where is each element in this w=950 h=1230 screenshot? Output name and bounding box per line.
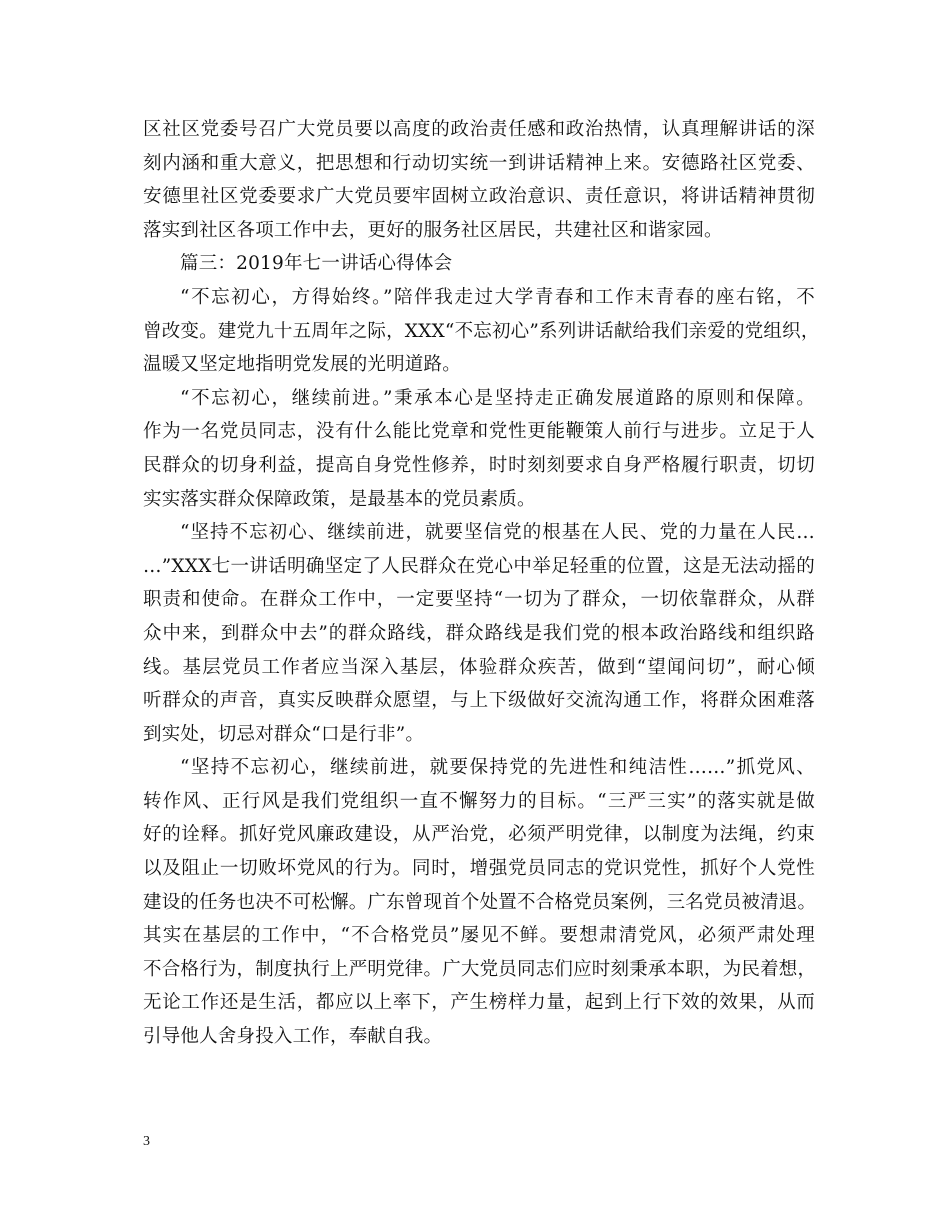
text-line: 建设的任务也决不可松懈。广东曾现首个处置不合格党员案例，三名党员被清退。 — [143, 891, 817, 913]
text-line: 安德里社区党委要求广大党员要牢固树立政治意识、责任意识，将讲话精神贯彻 — [143, 186, 815, 208]
text-line: 到实处，切忌对群众“口是行非”。 — [143, 723, 425, 745]
text-line: 实实落实群众保障政策，是最基本的党员素质。 — [143, 488, 536, 510]
paragraph — [143, 516, 815, 751]
paragraph — [143, 281, 820, 382]
text-line: 好的诠释。抓好党风廉政建设，从严治党，必须严明党律，以制度为法绳，约束 — [143, 824, 815, 846]
text-line: 职责和使命。在群众工作中，一定要坚持“一切为了群众，一切依靠群众，从群 — [143, 589, 815, 611]
document-body — [143, 113, 820, 1054]
text-line: “不忘初心，方得始终。”陪伴我走过大学青春和工作末青春的座右铭，不 — [180, 286, 815, 308]
page-number: 3 — [143, 1134, 150, 1149]
paragraph — [143, 382, 815, 516]
text-line: 其实在基层的工作中，“不合格党员”屡见不鲜。要想肃清党风，必须严肃处理 — [143, 925, 815, 947]
text-line: “不忘初心，继续前进。”秉承本心是坚持走正确发展道路的原则和保障。 — [180, 387, 815, 409]
text-line: 无论工作还是生活，都应以上率下，产生榜样力量，起到上行下效的效果，从而 — [143, 992, 815, 1014]
paragraph — [143, 247, 815, 281]
text-line: “坚持不忘初心、继续前进，就要坚信党的根基在人民、党的力量在人民… — [180, 522, 815, 544]
paragraph — [143, 751, 815, 1053]
text-line: 不合格行为，制度执行上严明党律。广大党员同志们应时刻秉承本职，为民着想， — [143, 958, 817, 980]
text-line: 温暖又坚定地指明党发展的光明道路。 — [143, 354, 461, 376]
text-line: 刻内涵和重大意义，把思想和行动切实统一到讲话精神上来。安德路社区党委、 — [143, 152, 815, 174]
text-line: 转作风、正行风是我们党组织一直不懈努力的目标。“三严三实”的落实就是做 — [143, 790, 815, 812]
text-line: 落实到社区各项工作中去，更好的服务社区居民，共建社区和谐家园。 — [143, 219, 723, 241]
text-line: 众中来，到群众中去”的群众路线，群众路线是我们党的根本政治路线和组织路 — [143, 622, 815, 644]
text-line: 引导他人舍身投入工作，奉献自我。 — [143, 1026, 443, 1048]
text-line: 线。基层党员工作者应当深入基层，体验群众疾苦，做到“望闻问切”，耐心倾 — [143, 656, 815, 678]
text-line: 以及阻止一切败坏党风的行为。同时，增强党员同志的党识党性，抓好个人党性 — [143, 858, 815, 880]
text-line: 曾改变。建党九十五周年之际，XXX“不忘初心”系列讲话献给我们亲爱的党组织， — [143, 320, 820, 342]
text-line: 篇三：2019年七一讲话心得体会 — [180, 253, 453, 275]
text-line: 作为一名党员同志，没有什么能比党章和党性更能鞭策人前行与进步。立足于人 — [143, 421, 815, 443]
text-line: “坚持不忘初心，继续前进，就要保持党的先进性和纯洁性……”抓党风、 — [180, 757, 815, 779]
paragraph — [143, 113, 815, 247]
text-line: 区社区党委号召广大党员要以高度的政治责任感和政治热情，认真理解讲话的深 — [143, 119, 815, 140]
text-line: …”XXX七一讲话明确坚定了人民群众在党心中举足轻重的位置，这是无法动摇的 — [143, 555, 815, 577]
text-line: 民群众的切身利益，提高自身党性修养，时时刻刻要求自身严格履行职责，切切 — [143, 454, 815, 476]
text-line: 听群众的声音，真实反映群众愿望，与上下级做好交流沟通工作，将群众困难落 — [143, 690, 815, 712]
